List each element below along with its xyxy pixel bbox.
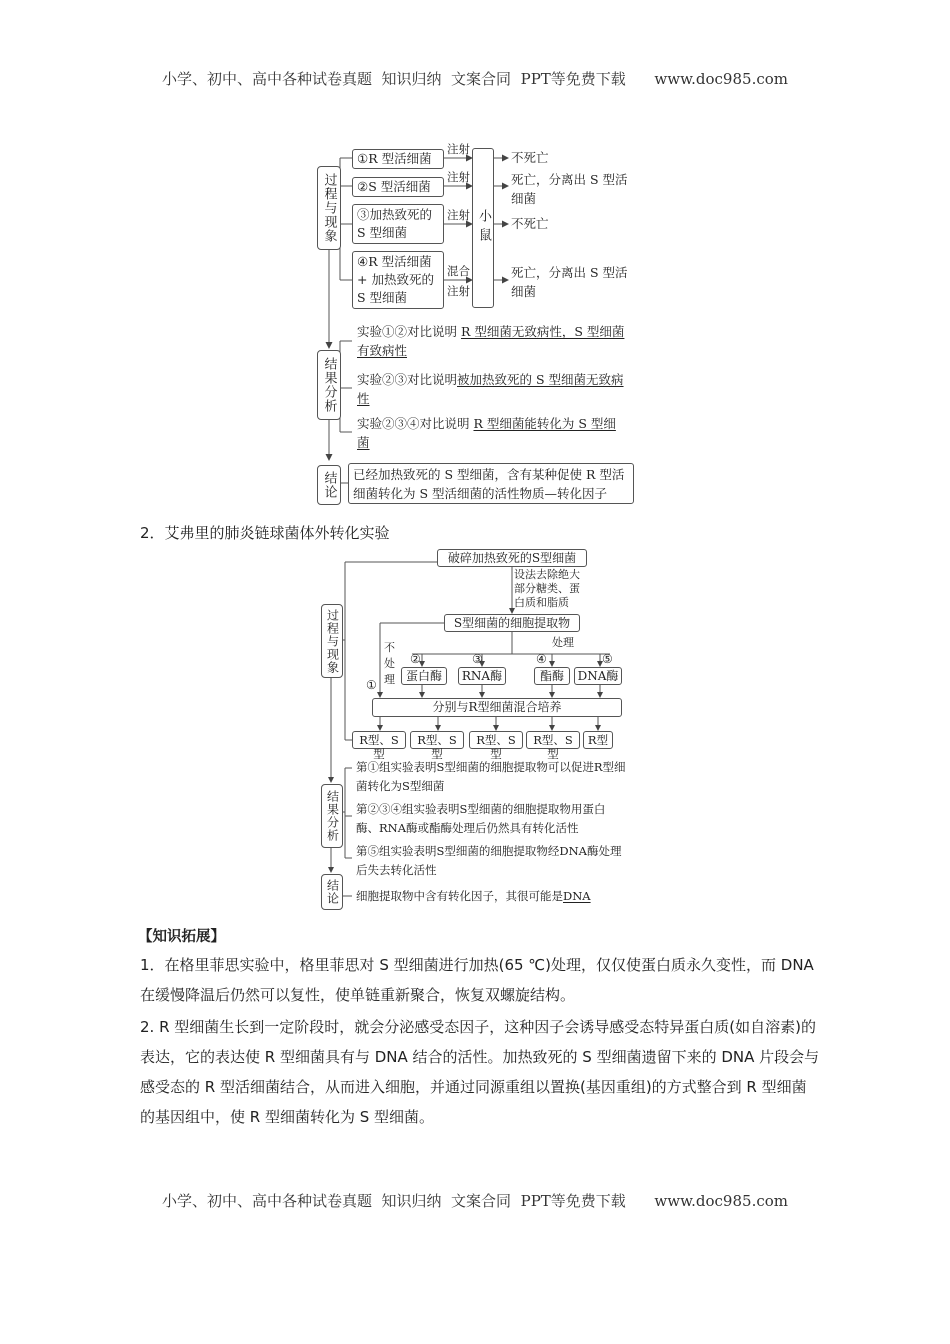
fig2-num1: ① [366, 678, 377, 692]
result5-box: R型 [583, 731, 613, 749]
fig1-label-analysis: 结果分析 [317, 350, 341, 420]
group1-result: 不死亡 [511, 150, 549, 165]
fig2-no-treat: 不处理 [384, 641, 395, 686]
group3-box: ③加热致死的S 型细菌 [352, 204, 444, 244]
enzyme2-num: ② [410, 652, 421, 666]
group1-box: ①R 型活细菌 [352, 149, 444, 169]
fig1-conclusion-box: 已经加热致死的 S 型细菌，含有某种促使 R 型活细菌转化为 S 型活细菌的活性物质—转化因子 [348, 463, 634, 504]
fig1-label-conclusion: 结论 [317, 465, 341, 505]
knowledge-paragraph-1: 1．在格里菲思实验中，格里菲思对 S 型细菌进行加热(65 ℃)处理，仅仅使蛋白质永久变性，而 DNA 在缓慢降温后仍然可以复性，使单链重新聚合，恢复双螺旋结构。 [140, 956, 814, 1004]
fig2-analysis1: 第①组实验表明S型细菌的细胞提取物可以促进R型细菌转化为S型细菌 [356, 760, 626, 793]
group4-op1: 混合 [447, 264, 470, 278]
enzyme2-box: 蛋白酶 [401, 667, 447, 685]
enzyme5-num: ⑤ [602, 652, 613, 666]
group2-result: 死亡，分离出 S 型活细菌 [511, 172, 628, 206]
analysis3-hl: R 型细菌能转化为 S 型细菌 [357, 416, 616, 450]
fig2-extract-box: S型细菌的细胞提取物 [444, 614, 580, 632]
mouse-label: 小鼠 [476, 209, 491, 247]
enzyme4-box: 酯酶 [534, 667, 570, 685]
fig2-label-conclusion: 结论 [321, 874, 343, 910]
enzyme4-num: ④ [536, 652, 547, 666]
analysis1-hl: R 型细菌无致病性，S 型细菌有致病性 [357, 324, 625, 358]
fig2-analysis2: 第②③④组实验表明S型细菌的细胞提取物用蛋白酶、RNA酶或酯酶处理后仍然具有转化活性 [356, 802, 606, 835]
analysis2-hl: 被加热致死的 S 型细菌无致病性 [357, 372, 624, 406]
fig2-conclusion-hl: DNA [563, 889, 591, 903]
group3-op: 注射 [447, 208, 470, 222]
group2-box: ②S 型活细菌 [352, 177, 444, 197]
fig2-top-box: 破碎加热致死的S型细菌 [437, 549, 587, 567]
page-header: 小学、初中、高中各种试卷真题 知识归纳 文案合同 PPT等免费下载 www.doc985.com [161, 70, 788, 88]
group3-result: 不死亡 [511, 216, 549, 231]
section2-title: 2．艾弗里的肺炎链球菌体外转化实验 [140, 524, 390, 542]
result3-box: R型、S型 [469, 731, 523, 749]
fig2-treat: 处理 [552, 636, 574, 649]
fig2-label-process: 过程与现象 [321, 604, 343, 678]
enzyme3-num: ③ [472, 652, 483, 666]
fig2-label-analysis: 结果分析 [321, 784, 343, 848]
knowledge-title: 【知识拓展】 [138, 929, 225, 945]
analysis2-pre: 实验②③对比说明 [357, 372, 458, 387]
group2-op: 注射 [447, 170, 470, 184]
analysis1-pre: 实验①②对比说明 [357, 324, 461, 339]
page-footer: 小学、初中、高中各种试卷真题 知识归纳 文案合同 PPT等免费下载 www.doc985.com [161, 1192, 788, 1210]
fig1-label-process: 过程与现象 [317, 166, 341, 250]
fig2-conclusion-pre: 细胞提取物中含有转化因子，其很可能是 [356, 889, 563, 903]
knowledge-paragraph-2: 2. R 型细菌生长到一定阶段时，就会分泌感受态因子，这种因子会诱导感受态特异蛋白质(如自溶素)的表达，它的表达使 R 型细菌具有与 DNA 结合的活性。加热致死的 S 型细菌遗留下来的 DNA 片段会与感受态的 R 型活细菌结合，从而进入细胞，并通过同源重组以置换(基因重组)的方式整合到 R 型细菌的基因组中，使 R 型细菌转化为 S 型细菌。 [140, 1018, 820, 1126]
group4-result: 死亡，分离出 S 型活细菌 [511, 265, 628, 299]
fig2-conclusion [356, 887, 591, 906]
analysis3-pre: 实验②③④对比说明 [357, 416, 474, 431]
group1-op: 注射 [447, 142, 470, 156]
fig2-analysis3: 第⑤组实验表明S型细菌的细胞提取物经DNA酶处理后失去转化活性 [356, 844, 622, 877]
enzyme5-box: DNA酶 [574, 667, 622, 685]
result1-box: R型、S型 [352, 731, 406, 749]
fig2-note: 设法去除绝大部分糖类、蛋白质和脂质 [514, 568, 580, 609]
group4-op2: 注射 [447, 284, 470, 298]
enzyme3-box: RNA酶 [458, 667, 506, 685]
group4-box: ④R 型活细菌+ 加热致死的S 型细菌 [352, 251, 444, 309]
result2-box: R型、S型 [410, 731, 464, 749]
result4-box: R型、S型 [526, 731, 580, 749]
fig2-mix-box: 分别与R型细菌混合培养 [372, 698, 622, 717]
